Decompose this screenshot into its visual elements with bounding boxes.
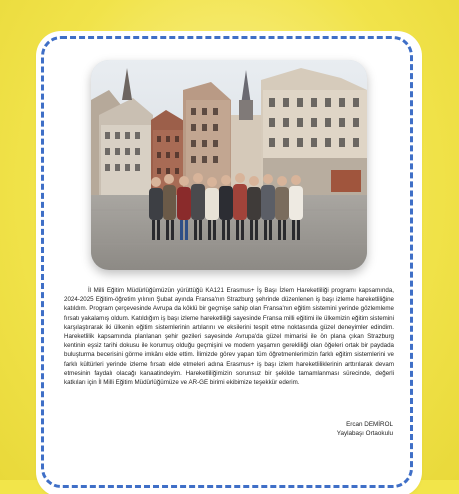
group-photo: [91, 60, 367, 270]
author-name: Ercan DEMİROL: [346, 421, 393, 428]
article-body: [64, 286, 394, 387]
signature-block: [337, 420, 393, 438]
body-paragraph: İl Milli Eğitim Müdürlüğümüzün yürüttüğü KA121 Erasmus+ İş Başı İzlem Hareketliliği programı kapsamında, 2024-2025 Eğitim-öğretim yılının Şubat ayında Fransa'nın Strazburg şehrinde düzenlenen iş başı izleme hareketliliğine katıldım. Program çerçevesinde Avrupa da köklü bir geçmişe sahip olan Fransa'nın eğitim sistemini yerinde gözlemleme fırsatı yakalamış oldum. Katıldığım iş başı izleme hareketliliği sayesinde Fransa milli eğitimi ile ülkemizin eğitim sistemini karşılaştırarak iki ülkenin eğitim sistemlerinin artılarını ve eksilerini tespit etme noktasında güzel deneyimler edindim. Hareketlilik kapsamında planlanan şehir gezileri sayesinde Avrupa'da güzel mimarisi ile ön plana çıkan Strazburg kentinin eşsiz tarihi dokusu ile korumuş olduğu geçmişini ve modern yaşamın gerekliliği olan öğeleri ortak bir paydada buluşturma becerisini görme imkânı elde ettim. İlimizde görev yapan tüm öğretmenlerimizin farklı eğitim sistemlerini ve farklı kültürleri yerinde izleme fırsatı elde etmeleri adına Erasmus+ iş başı izlem hareketliliklerinin arttırılarak devam etmesinin faydalı olacağı kanaatindeyim. Hareketliliğimizin sorunsuz bir şekilde tamamlanması sürecinde, değerli katkıları için İl Milli Eğitim Müdürlüğümüze ve AR-GE birimi ekibimize teşekkür ederim.: [64, 287, 394, 387]
author-school: Yaylabaşı Ortaokulu: [336, 430, 393, 437]
